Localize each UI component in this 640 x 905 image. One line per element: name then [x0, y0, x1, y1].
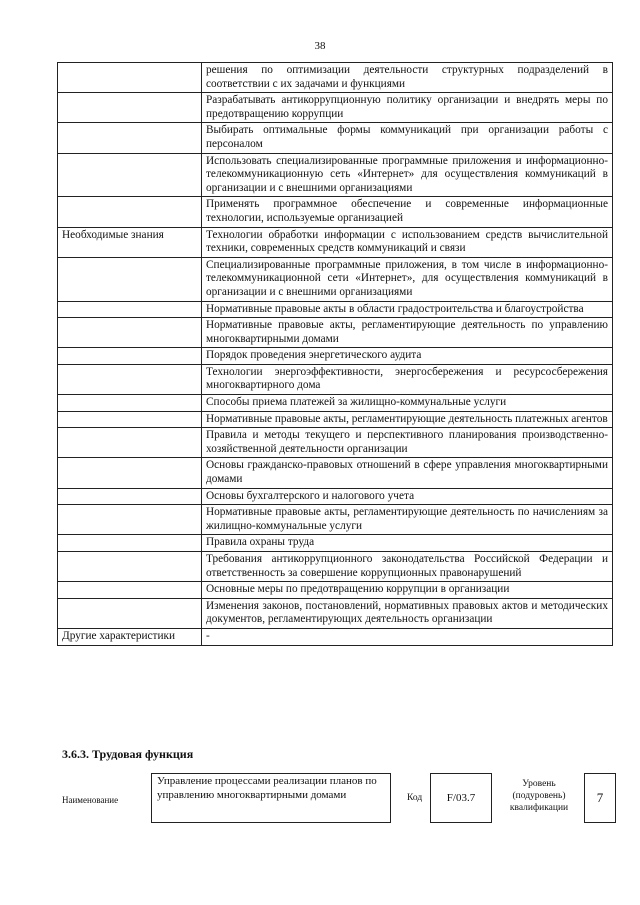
- row-requirement-text: Способы приема платежей за жилищно-коммунальные услуги: [202, 395, 613, 412]
- row-requirement-text: Технологии энергоэффективности, энергосбережения и ресурсосбережения многоквартирного дома: [202, 364, 613, 394]
- row-category-label: [58, 488, 202, 505]
- row-requirement-text: Изменения законов, постановлений, нормативных правовых актов и методических документов, регламентирующих деятельность организации: [202, 598, 613, 628]
- row-category-label: [58, 411, 202, 428]
- table-row: [58, 428, 613, 458]
- table-row: [58, 505, 613, 535]
- table-row: [58, 318, 613, 348]
- row-requirement-text: Выбирать оптимальные формы коммуникаций при организации работы с персоналом: [202, 123, 613, 153]
- row-category-label: [58, 93, 202, 123]
- row-category-label: [58, 364, 202, 394]
- table-row: [58, 552, 613, 582]
- table-row: [58, 628, 613, 645]
- row-requirement-text: Нормативные правовые акты, регламентирующие деятельность по управлению многоквартирными домами: [202, 318, 613, 348]
- row-requirement-text: Специализированные программные приложения, в том числе в информационно-телекоммуникационной сети «Интернет», для осуществления коммуникаций в организации и с внешними организациями: [202, 257, 613, 301]
- row-category-label: [58, 458, 202, 488]
- row-category-label: [58, 318, 202, 348]
- row-requirement-text: Требования антикоррупционного законодательства Российской Федерации и ответственность за совершение коррупционных правонарушений: [202, 552, 613, 582]
- row-requirement-text: Порядок проведения энергетического аудита: [202, 348, 613, 365]
- table-row: [58, 395, 613, 412]
- code-label: Код: [407, 793, 423, 803]
- table-row: [58, 197, 613, 227]
- row-category-label: [58, 582, 202, 599]
- table-row: [58, 123, 613, 153]
- requirements-table: [57, 62, 613, 646]
- row-requirement-text: Нормативные правовые акты, регламентирующие деятельность платежных агентов: [202, 411, 613, 428]
- qualification-level-label: Уровень (подуровень) квалификации: [509, 779, 569, 813]
- page-number: 38: [314, 40, 326, 52]
- row-category-label: [58, 428, 202, 458]
- row-requirement-text: Нормативные правовые акты в области градостроительства и благоустройства: [202, 301, 613, 318]
- table-row: [58, 411, 613, 428]
- row-requirement-text: Основы гражданско-правовых отношений в сфере управления многоквартирными домами: [202, 458, 613, 488]
- section-title: 3.6.3. Трудовая функция: [62, 747, 194, 761]
- qualification-level-box: 7: [584, 773, 616, 823]
- row-category-label: [58, 123, 202, 153]
- table-row: [58, 488, 613, 505]
- row-category-label: [58, 153, 202, 197]
- row-category-label: [58, 63, 202, 93]
- row-requirement-text: Применять программное обеспечение и современные информационные технологии, используемые организацией: [202, 197, 613, 227]
- row-category-label: [58, 395, 202, 412]
- row-requirement-text: Нормативные правовые акты, регламентирующие деятельность по начислениям за жилищно-коммунальные услуги: [202, 505, 613, 535]
- row-requirement-text: Технологии обработки информации с использованием средств вычислительной техники, современных средств коммуникаций и связи: [202, 227, 613, 257]
- row-category-label: [58, 505, 202, 535]
- row-category-label: [58, 535, 202, 552]
- row-category-label: [58, 598, 202, 628]
- row-category-label: [58, 301, 202, 318]
- table-row: [58, 598, 613, 628]
- row-requirement-text: Правила и методы текущего и перспективного планирования производственно-хозяйственной деятельности организации: [202, 428, 613, 458]
- row-category-label: [58, 552, 202, 582]
- table-row: [58, 582, 613, 599]
- table-row: [58, 63, 613, 93]
- row-category-label: Другие характеристики: [58, 628, 202, 645]
- row-requirement-text: Основы бухгалтерского и налогового учета: [202, 488, 613, 505]
- table-row: [58, 93, 613, 123]
- row-requirement-text: Основные меры по предотвращению коррупции в организации: [202, 582, 613, 599]
- name-value-box: Управление процессами реализации планов по управлению многоквартирными домами: [151, 773, 391, 823]
- row-requirement-text: Использовать специализированные программные приложения и информационно-телекоммуникационную сеть «Интернет» для осуществления коммуникаций в организации и с внешними организациями: [202, 153, 613, 197]
- table-row: [58, 301, 613, 318]
- table-row: [58, 153, 613, 197]
- table-row: [58, 535, 613, 552]
- row-requirement-text: Правила охраны труда: [202, 535, 613, 552]
- table-row: [58, 364, 613, 394]
- table-row: [58, 458, 613, 488]
- name-label: Наименование: [62, 795, 119, 805]
- row-requirement-text: -: [202, 628, 613, 645]
- row-category-label: [58, 197, 202, 227]
- row-category-label: [58, 257, 202, 301]
- table-row: [58, 257, 613, 301]
- labor-function-header: [62, 773, 622, 825]
- row-requirement-text: решения по оптимизации деятельности структурных подразделений в соответствии с их задачами и функциями: [202, 63, 613, 93]
- code-value-box: F/03.7: [430, 773, 492, 823]
- row-requirement-text: Разрабатывать антикоррупционную политику организации и внедрять меры по предотвращению коррупции: [202, 93, 613, 123]
- table-row: [58, 348, 613, 365]
- row-category-label: [58, 348, 202, 365]
- table-row: [58, 227, 613, 257]
- row-category-label: Необходимые знания: [58, 227, 202, 257]
